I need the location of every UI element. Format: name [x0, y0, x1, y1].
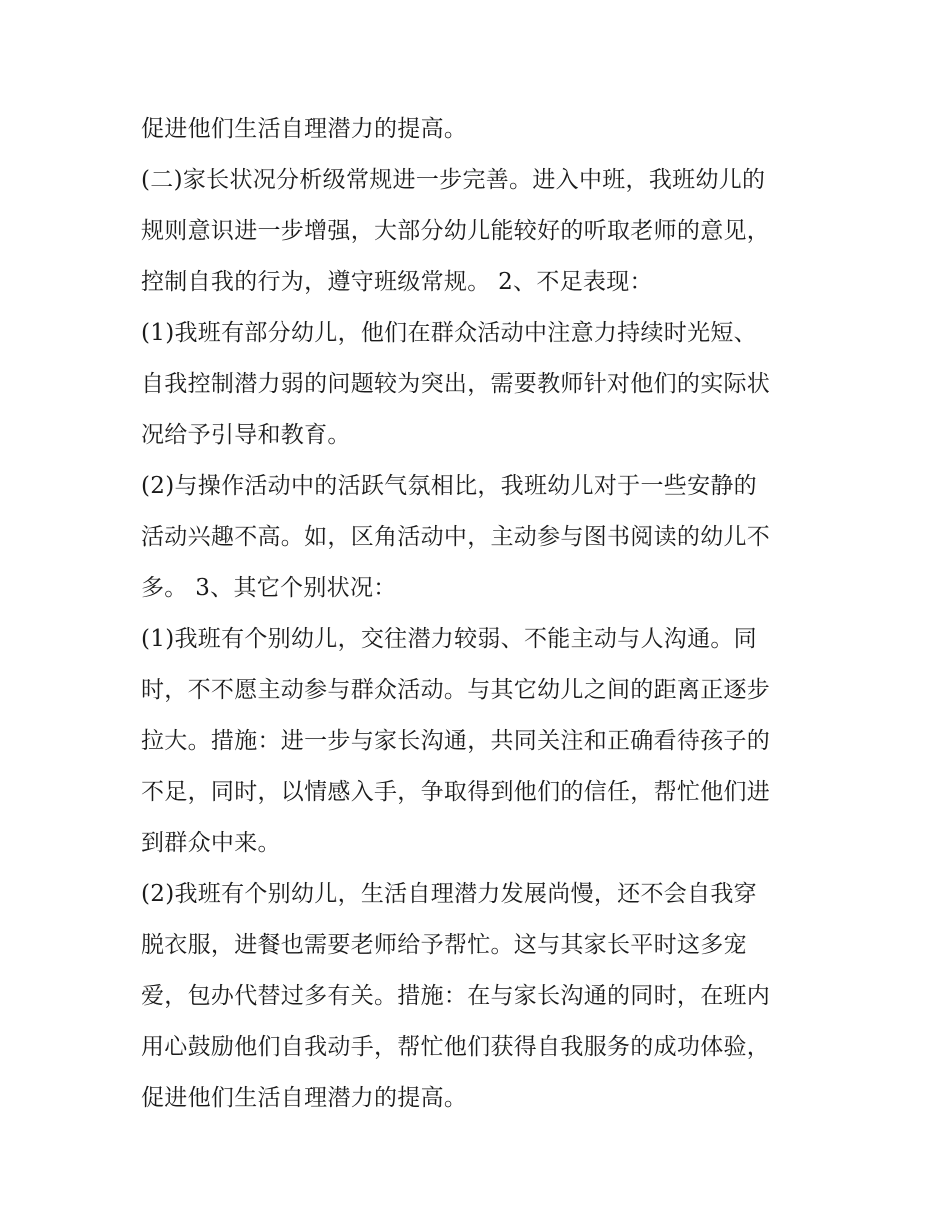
text-line: 脱衣服，进餐也需要老师给予帮忙。这与其家长平时这多宠	[141, 932, 747, 958]
text-line: 促进他们生活自理潜力的提高。	[141, 116, 468, 142]
text-line: (2)与操作活动中的活跃气氛相比，我班幼儿对于一些安静的	[141, 473, 757, 499]
text-line: 到群众中来。	[141, 830, 281, 856]
text-line: 自我控制潜力弱的问题较为突出，需要教师针对他们的实际状	[141, 371, 771, 397]
text-line: 不足，同时，以情感入手，争取得到他们的信任，帮忙他们进	[141, 779, 771, 805]
text-line: 控制自我的行为，遵守班级常规。 2、不足表现：	[141, 269, 653, 295]
text-line: (1)我班有个别幼儿，交往潜力较弱、不能主动与人沟通。同	[141, 626, 757, 652]
text-line: (1)我班有部分幼儿，他们在群众活动中注意力持续时光短、	[141, 320, 757, 346]
text-line: 促进他们生活自理潜力的提高。	[141, 1085, 468, 1111]
text-line: 时，不不愿主动参与群众活动。与其它幼儿之间的距离正逐步	[141, 677, 771, 703]
text-line: 拉大。措施：进一步与家长沟通，共同关注和正确看待孩子的	[141, 728, 771, 754]
text-line: 况给予引导和教育。	[141, 422, 351, 448]
text-line: 爱，包办代替过多有关。措施：在与家长沟通的同时，在班内	[141, 983, 771, 1009]
text-line: 活动兴趣不高。如，区角活动中，主动参与图书阅读的幼儿不	[141, 524, 771, 550]
text-line: 多。 3、其它个别状况：	[141, 575, 397, 601]
document-body	[141, 108, 841, 1128]
text-line: 规则意识进一步增强，大部分幼儿能较好的听取老师的意见，	[141, 218, 771, 244]
text-line: (2)我班有个别幼儿，生活自理潜力发展尚慢，还不会自我穿	[141, 881, 757, 907]
text-line: 用心鼓励他们自我动手，帮忙他们获得自我服务的成功体验，	[141, 1034, 771, 1060]
text-line: (二)家长状况分析级常规进一步完善。进入中班，我班幼儿的	[141, 167, 766, 193]
